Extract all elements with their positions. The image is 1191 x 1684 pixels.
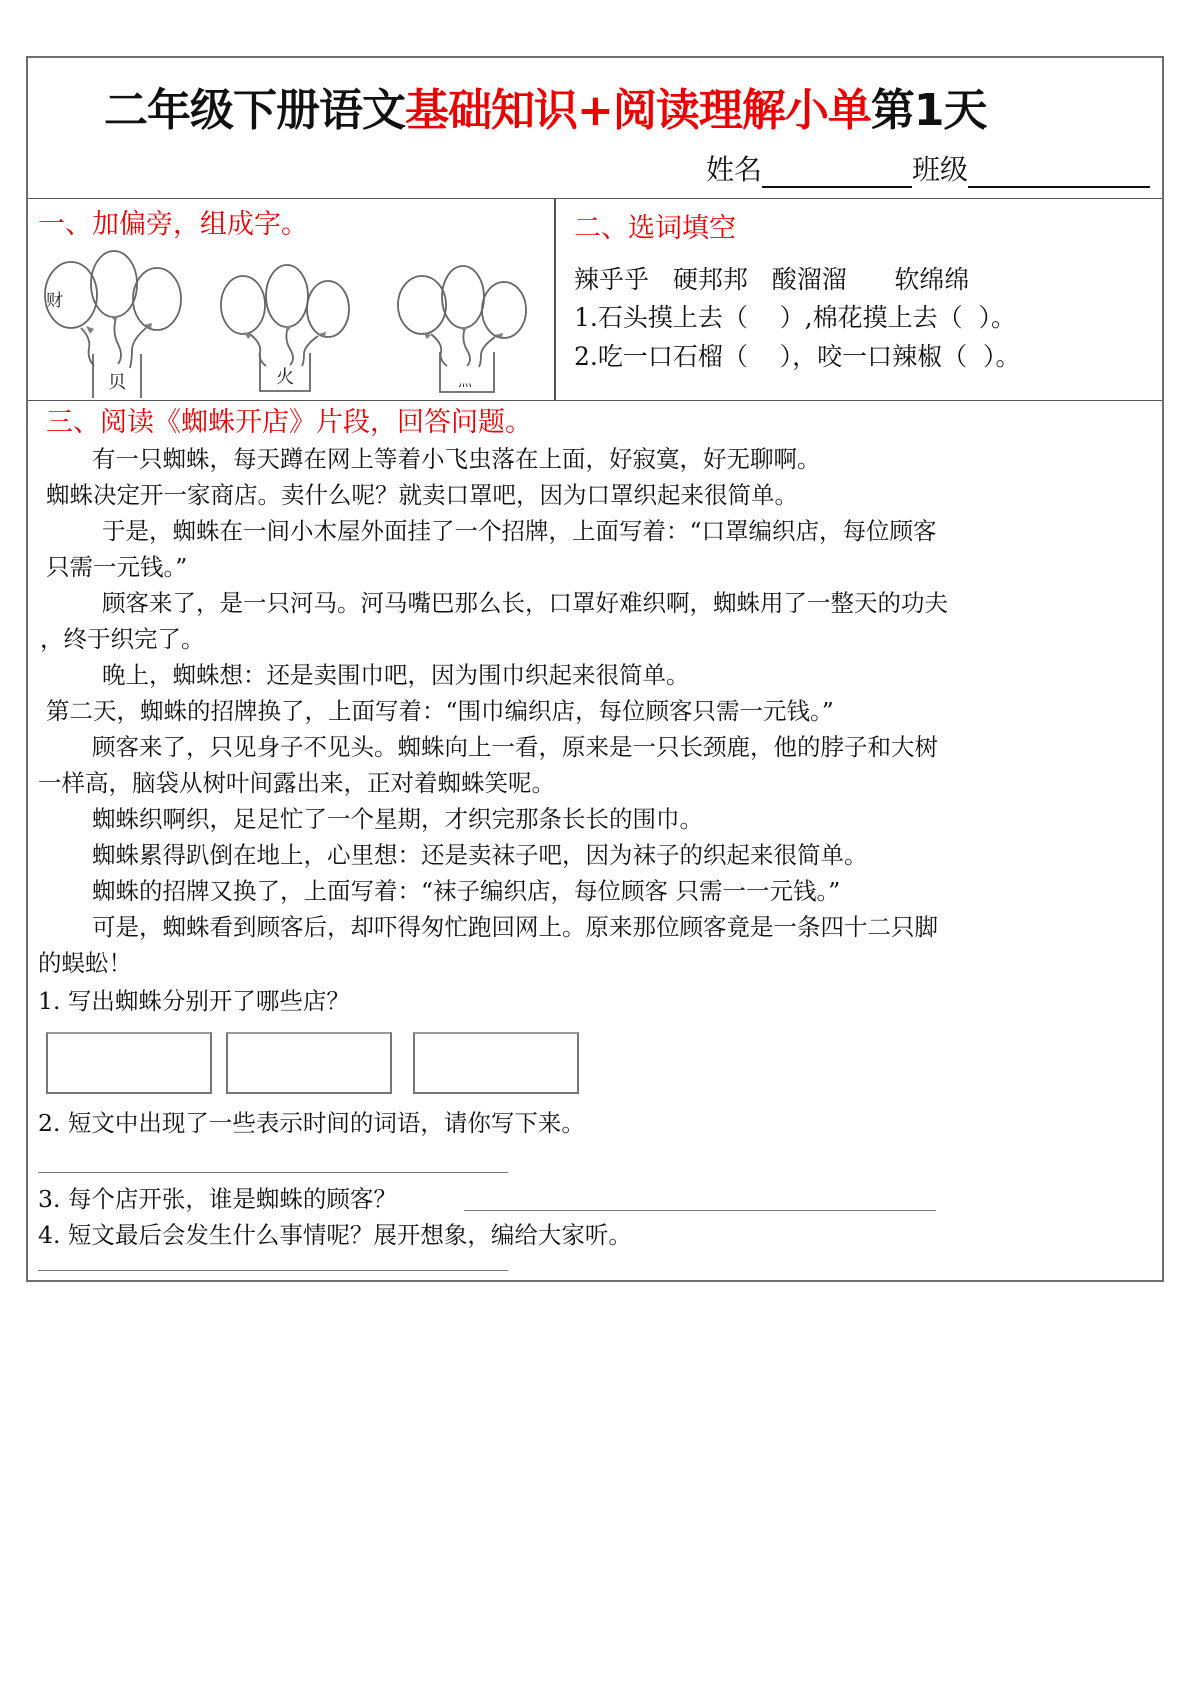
- word-1: 辣乎乎: [574, 265, 650, 294]
- paragraph: 一样高，脑袋从树叶间露出来，正对着蜘蛛笑呢。: [38, 769, 555, 797]
- paragraph: 蜘蛛累得趴倒在地上，心里想：还是卖袜子吧，因为袜子的织起来很简单。: [92, 841, 868, 869]
- answer-box-3[interactable]: [413, 1032, 579, 1094]
- paragraph: 蜘蛛决定开一家商店。卖什么呢？就卖口罩吧，因为口罩织起来很简单。: [46, 481, 798, 509]
- word-3: 酸溜溜: [771, 265, 847, 294]
- balloon-radical-illustration: [38, 248, 538, 398]
- radical-huo: 火: [276, 367, 294, 388]
- row-sections-1-2: [28, 198, 1162, 401]
- class-label: 班级: [911, 153, 968, 186]
- header: [28, 58, 1162, 199]
- answer-line-2[interactable]: [38, 1172, 508, 1173]
- radical-bei: 贝: [108, 372, 126, 393]
- word-2: 硬邦邦: [672, 265, 748, 294]
- question-2: 2. 短文中出现了一些表示时间的词语，请你写下来。: [38, 1109, 585, 1137]
- paragraph: 的蜈蚣！: [38, 949, 132, 977]
- name-label: 姓名: [705, 153, 762, 186]
- paragraph: 蜘蛛的招牌又换了，上面写着：“袜子编织店，每位顾客 只需一一元钱。”: [92, 877, 841, 905]
- paragraph: 顾客来了，是一只河马。河马嘴巴那么长，口罩好难织啊，蜘蛛用了一整天的功夫: [102, 589, 948, 617]
- name-field[interactable]: [762, 156, 912, 188]
- section3-heading: 三、阅读《蜘蛛开店》片段，回答问题。: [46, 407, 532, 438]
- column-divider: [554, 198, 556, 400]
- fill-item-1: 1.石头摸上去（ ）,棉花摸上去（ ）。: [574, 303, 1016, 332]
- word-bank: [574, 260, 969, 296]
- paragraph: 晚上，蜘蛛想：还是卖围巾吧，因为围巾织起来很简单。: [102, 661, 690, 689]
- fill-item-2: 2.吃一口石榴（ ），咬一口辣椒（ ）。: [574, 342, 1021, 371]
- section1-heading: 一、加偏旁，组成字。: [38, 209, 308, 240]
- paragraph: 第二天，蜘蛛的招牌换了，上面写着：“围巾编织店，每位顾客只需一元钱。”: [46, 697, 834, 725]
- name-class-bar: [706, 148, 1150, 188]
- answer-line-3[interactable]: [464, 1210, 936, 1211]
- answer-box-1[interactable]: [46, 1032, 212, 1094]
- radical-huodi: 灬: [458, 374, 472, 390]
- paragraph: ，终于织完了。: [40, 625, 205, 653]
- title-part-2: 第1天: [870, 85, 987, 136]
- question-3: 3. 每个店开张，谁是蜘蛛的顾客？: [38, 1185, 397, 1213]
- paragraph: 于是，蜘蛛在一间小木屋外面挂了一个招牌，上面写着：“口罩编织店，每位顾客: [102, 517, 937, 545]
- balloon-char: 财: [46, 291, 63, 311]
- paragraph: 顾客来了，只见身子不见头。蜘蛛向上一看，原来是一只长颈鹿，他的脖子和大树: [92, 733, 938, 761]
- section2-heading: 二、选词填空: [574, 213, 736, 244]
- question-4: 4. 短文最后会发生什么事情呢？展开想象，编给大家听。: [38, 1221, 632, 1249]
- question-1: 1. 写出蜘蛛分别开了哪些店？: [38, 987, 350, 1015]
- class-field[interactable]: [968, 156, 1150, 188]
- title-part-1: 二年级下册语文: [104, 85, 405, 136]
- paragraph: 有一只蜘蛛，每天蹲在网上等着小飞虫落在上面，好寂寞，好无聊啊。: [92, 445, 821, 473]
- worksheet: [26, 56, 1164, 1282]
- paragraph: 只需一元钱。”: [46, 553, 188, 581]
- answer-box-2[interactable]: [226, 1032, 392, 1094]
- page-title: [104, 74, 987, 138]
- answer-line-4[interactable]: [38, 1270, 508, 1271]
- paragraph: 可是，蜘蛛看到顾客后，却吓得匆忙跑回网上。原来那位顾客竟是一条四十二只脚: [92, 913, 938, 941]
- title-part-red: 基础知识+阅读理解小单: [405, 85, 871, 136]
- paragraph: 蜘蛛织啊织，足足忙了一个星期，才织完那条长长的围巾。: [92, 805, 703, 833]
- word-4: 软绵绵: [894, 265, 970, 294]
